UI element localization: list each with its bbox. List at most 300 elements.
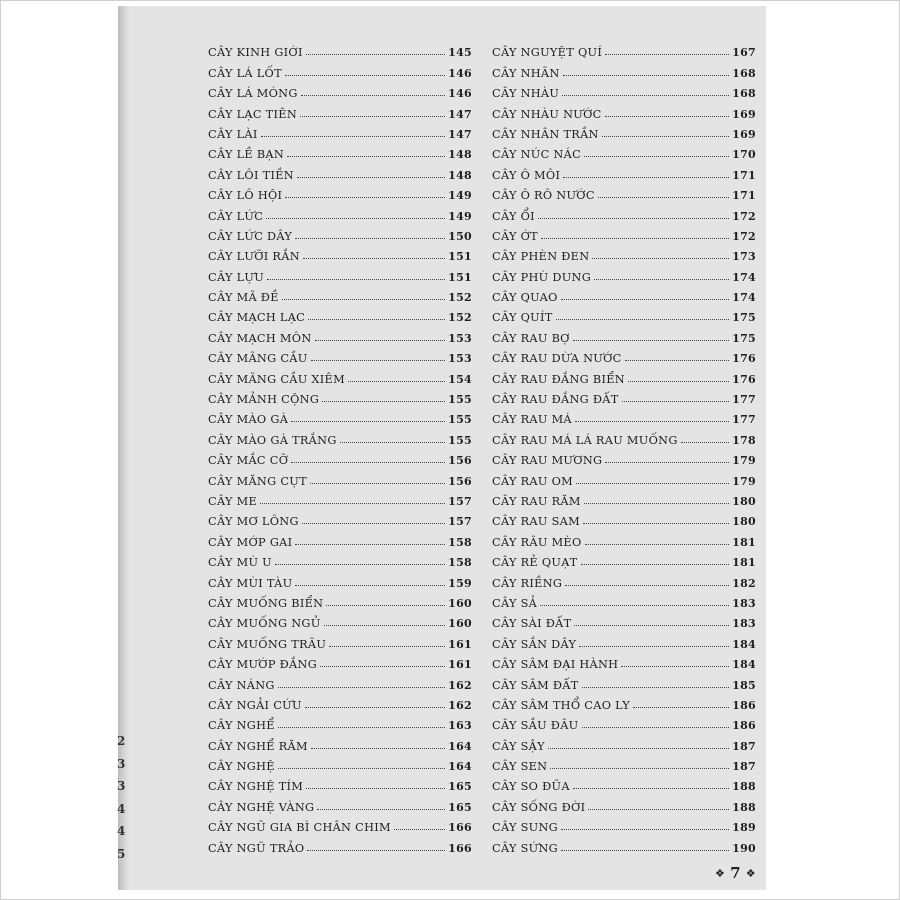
toc-dot-leader: [588, 809, 729, 810]
toc-entry-title: CÂY SẮN DÂY: [492, 637, 577, 651]
toc-entry-title: CÂY Ô RÔ NƯỚC: [492, 189, 595, 203]
toc-dot-leader: [563, 75, 730, 76]
toc-entry-title: CÂY MÙI TÀU: [208, 576, 293, 590]
toc-dot-leader: [306, 788, 445, 789]
toc-entry-title: CÂY NGẢI CỨU: [208, 698, 302, 712]
margin-number: 4: [117, 824, 126, 838]
toc-dot-leader: [317, 809, 445, 810]
toc-entry: [492, 712, 756, 732]
toc-dot-leader: [584, 503, 729, 504]
toc-entry-page: 164: [448, 760, 472, 774]
toc-entry-page: 173: [732, 250, 756, 264]
toc-entry: [208, 223, 472, 243]
toc-entry-page: 160: [448, 596, 472, 610]
toc-dot-leader: [548, 748, 729, 749]
toc-dot-leader: [541, 238, 729, 239]
toc-entry: [492, 549, 756, 569]
toc-entry-title: CÂY LÔ HỘI: [208, 189, 283, 203]
toc-entry: [208, 345, 472, 365]
toc-dot-leader: [287, 156, 445, 157]
toc-entry-title: CÂY NHÂN TRẦN: [492, 127, 599, 141]
toc-entry-page: 180: [732, 515, 756, 529]
ornament-right-icon: ❖: [745, 867, 756, 880]
toc-entry: [492, 692, 756, 712]
toc-entry: [492, 814, 756, 834]
toc-entry-page: 155: [448, 413, 472, 427]
toc-dot-leader: [315, 340, 446, 341]
toc-dot-leader: [583, 523, 729, 524]
toc-entry-page: 169: [732, 107, 756, 121]
toc-entry-page: 145: [448, 46, 472, 60]
toc-entry: [208, 263, 472, 283]
toc-entry-title: CÂY MƠ LÔNG: [208, 515, 299, 529]
page-number: [715, 864, 756, 882]
toc-entry-page: 179: [732, 454, 756, 468]
toc-entry-page: 161: [448, 658, 472, 672]
toc-entry: [208, 39, 472, 59]
toc-entry-page: 166: [448, 841, 472, 855]
toc-entry-title: CÂY RAU MƯƠNG: [492, 454, 603, 468]
toc-entry: [208, 814, 472, 834]
toc-entry-title: CÂY NGHỆ: [208, 760, 275, 774]
toc-entry-page: 161: [448, 637, 472, 651]
toc-entry-page: 175: [732, 331, 756, 345]
toc-entry-title: CÂY QUÍT: [492, 311, 553, 325]
toc-entry-title: CÂY RẺ QUẠT: [492, 556, 578, 570]
toc-dot-leader: [576, 483, 729, 484]
toc-entry-page: 164: [448, 739, 472, 753]
toc-entry-page: 149: [448, 209, 472, 223]
toc-entry-page: 171: [732, 168, 756, 182]
toc-entry-title: CÂY RAU DỪA NƯỚC: [492, 352, 622, 366]
toc-entry: [208, 141, 472, 161]
toc-entry-page: 176: [732, 372, 756, 386]
toc-entry-page: 162: [448, 678, 472, 692]
toc-entry: [208, 406, 472, 426]
toc-entry: [492, 121, 756, 141]
toc-entry-title: CÂY LÀI: [208, 127, 258, 141]
toc-dot-leader: [582, 687, 730, 688]
toc-entry-page: 160: [448, 617, 472, 631]
toc-entry-page: 178: [732, 433, 756, 447]
toc-entry-title: CÂY MẠCH MÔN: [208, 331, 312, 345]
toc-dot-leader: [575, 421, 729, 422]
toc-entry-title: CÂY MÃ ĐỀ: [208, 291, 279, 305]
toc-dot-leader: [538, 218, 729, 219]
toc-entry-page: 186: [732, 698, 756, 712]
toc-entry: [208, 365, 472, 385]
toc-dot-leader: [681, 442, 729, 443]
toc-entry-title: CÂY PHÈN ĐEN: [492, 250, 590, 264]
toc-dot-leader: [311, 748, 445, 749]
toc-entry-title: CÂY RAU BỢ: [492, 331, 570, 345]
toc-entry-page: 189: [732, 821, 756, 835]
toc-entry-title: CÂY SÂM THỔ CAO LY: [492, 698, 630, 712]
toc-entry: [492, 223, 756, 243]
toc-entry-page: 176: [732, 352, 756, 366]
toc-dot-leader: [260, 503, 445, 504]
toc-entry-page: 183: [732, 596, 756, 610]
toc-entry-page: 172: [732, 229, 756, 243]
toc-dot-leader: [625, 360, 730, 361]
toc-entry-page: 151: [448, 270, 472, 284]
toc-entry: [208, 304, 472, 324]
toc-dot-leader: [326, 605, 445, 606]
toc-entry: [208, 569, 472, 589]
toc-entry-title: CÂY SÂM ĐẠI HÀNH: [492, 658, 619, 672]
toc-entry: [492, 447, 756, 467]
toc-entry-page: 148: [448, 148, 472, 162]
toc-entry: [492, 834, 756, 854]
toc-dot-leader: [574, 625, 729, 626]
toc-dot-leader: [561, 850, 729, 851]
toc-dot-leader: [305, 707, 445, 708]
toc-entry-title: CÂY RAU ĐẮNG ĐẤT: [492, 393, 619, 407]
toc-entry: [208, 80, 472, 100]
toc-entry-page: 171: [732, 189, 756, 203]
toc-entry-title: CÂY ME: [208, 494, 258, 508]
toc-dot-leader: [594, 279, 729, 280]
toc-entry: [492, 284, 756, 304]
toc-entry-page: 168: [732, 66, 756, 80]
toc-entry: [492, 59, 756, 79]
toc-entry-page: 174: [732, 270, 756, 284]
toc-entry-page: 179: [732, 474, 756, 488]
toc-column-right: [492, 39, 756, 855]
toc-entry-title: CÂY LỨC: [208, 209, 264, 223]
toc-entry-title: CÂY RAU MÁ LÁ RAU MUỐNG: [492, 433, 678, 447]
book-page: [118, 6, 766, 890]
toc-entry: [208, 447, 472, 467]
toc-dot-leader: [573, 788, 729, 789]
toc-entry: [208, 59, 472, 79]
toc-entry-title: CÂY NGHỂ RĂM: [208, 739, 308, 753]
toc-dot-leader: [581, 564, 730, 565]
toc-entry: [208, 773, 472, 793]
toc-entry-page: 165: [448, 800, 472, 814]
toc-entry-title: CÂY NGHỂ: [208, 719, 275, 733]
toc-entry-title: CÂY MĂNG CỤT: [208, 474, 307, 488]
toc-entry-title: CÂY RAU SAM: [492, 515, 580, 529]
toc-dot-leader: [322, 401, 445, 402]
toc-entry-title: CÂY NGŨ TRẢO: [208, 841, 305, 855]
toc-dot-leader: [598, 197, 729, 198]
toc-entry: [208, 528, 472, 548]
toc-dot-leader: [291, 421, 445, 422]
toc-entry-title: CÂY SẢ: [492, 596, 538, 610]
toc-entry-page: 186: [732, 719, 756, 733]
toc-dot-leader: [278, 768, 445, 769]
toc-entry: [492, 793, 756, 813]
toc-dot-leader: [329, 646, 445, 647]
toc-entry: [208, 590, 472, 610]
toc-entry-title: CÂY RAU MÁ: [492, 413, 572, 427]
toc-entry: [492, 263, 756, 283]
toc-entry-page: 187: [732, 760, 756, 774]
toc-dot-leader: [285, 75, 445, 76]
margin-number: 4: [117, 801, 126, 816]
toc-entry-title: CÂY LẠC TIÊN: [208, 107, 298, 121]
toc-entry-title: CÂY SUNG: [492, 821, 558, 835]
toc-entry: [208, 671, 472, 691]
toc-entry: [492, 182, 756, 202]
toc-entry-page: 188: [732, 800, 756, 814]
toc-entry-title: CÂY MUỐNG NGỦ: [208, 617, 321, 631]
toc-entry-title: CÂY SÀI ĐẤT: [492, 617, 572, 631]
toc-entry-title: CÂY NGUYỆT QUÍ: [492, 46, 603, 60]
toc-entry-page: 158: [448, 535, 472, 549]
toc-dot-leader: [394, 829, 445, 830]
toc-entry: [492, 406, 756, 426]
toc-dot-leader: [621, 666, 729, 667]
toc-entry-page: 174: [732, 291, 756, 305]
toc-entry-page: 177: [732, 393, 756, 407]
toc-entry-title: CÂY MÃNG CẦU XIÊM: [208, 372, 345, 386]
toc-entry-title: CÂY QUAO: [492, 291, 558, 305]
toc-dot-leader: [584, 156, 729, 157]
toc-entry-title: CÂY SẦU ĐÂU: [492, 719, 579, 733]
toc-dot-leader: [561, 829, 729, 830]
toc-entry-page: 155: [448, 433, 472, 447]
toc-entry-page: 153: [448, 331, 472, 345]
toc-dot-leader: [278, 727, 445, 728]
toc-dot-leader: [562, 95, 729, 96]
toc-entry: [492, 773, 756, 793]
toc-dot-leader: [266, 218, 445, 219]
toc-dot-leader: [563, 177, 729, 178]
toc-entry: [492, 426, 756, 446]
toc-dot-leader: [633, 707, 729, 708]
toc-dot-leader: [303, 258, 445, 259]
toc-entry: [492, 243, 756, 263]
toc-entry: [208, 386, 472, 406]
toc-entry-page: 153: [448, 352, 472, 366]
toc-dot-leader: [573, 340, 729, 341]
toc-entry: [208, 732, 472, 752]
toc-entry-page: 156: [448, 474, 472, 488]
toc-entry-title: CÂY LƯỠI RẮN: [208, 250, 300, 264]
toc-entry-title: CÂY SEN: [492, 760, 548, 774]
toc-entry-page: 168: [732, 87, 756, 101]
toc-entry-title: CÂY RAU ĐẮNG BIỂN: [492, 372, 625, 386]
toc-entry: [492, 569, 756, 589]
toc-entry-title: CÂY SẬY: [492, 739, 545, 753]
toc-entry: [208, 834, 472, 854]
facing-page-margin-numbers: [117, 734, 125, 869]
toc-entry-page: 152: [448, 311, 472, 325]
toc-entry: [492, 161, 756, 181]
toc-entry-page: 162: [448, 698, 472, 712]
toc-entry-page: 156: [448, 454, 472, 468]
toc-dot-leader: [285, 197, 445, 198]
toc-entry: [208, 753, 472, 773]
toc-entry-page: 190: [732, 841, 756, 855]
toc-entry-page: 175: [732, 311, 756, 325]
toc-entry: [208, 651, 472, 671]
toc-entry: [208, 508, 472, 528]
toc-entry-title: CÂY MUỐNG BIỂN: [208, 596, 324, 610]
toc-entry-title: CÂY LÁ LỐT: [208, 66, 282, 80]
toc-entry: [208, 324, 472, 344]
toc-entry-title: CÂY MÃNG CẦU: [208, 352, 308, 366]
toc-entry: [208, 488, 472, 508]
toc-entry: [492, 324, 756, 344]
toc-entry-title: CÂY NGHỆ TÍM: [208, 780, 304, 794]
toc-dot-leader: [307, 850, 445, 851]
toc-entry-page: 157: [448, 494, 472, 508]
toc-entry: [492, 590, 756, 610]
toc-entry: [492, 100, 756, 120]
toc-dot-leader: [561, 299, 729, 300]
toc-entry-title: CÂY NHÀU NƯỚC: [492, 107, 602, 121]
toc-dot-leader: [308, 319, 445, 320]
toc-dot-leader: [565, 585, 729, 586]
toc-entry-title: CÂY MƯỚP ĐẮNG: [208, 658, 318, 672]
toc-dot-leader: [348, 381, 445, 382]
toc-dot-leader: [585, 544, 730, 545]
toc-entry: [492, 304, 756, 324]
toc-dot-leader: [302, 523, 445, 524]
toc-entry-title: CÂY MUỐNG TRÂU: [208, 637, 327, 651]
toc-dot-leader: [324, 625, 446, 626]
toc-column-left: [208, 39, 472, 855]
toc-dot-leader: [291, 462, 445, 463]
toc-dot-leader: [295, 238, 445, 239]
toc-dot-leader: [628, 381, 729, 382]
toc-entry: [208, 712, 472, 732]
toc-entry: [492, 528, 756, 548]
toc-entry-title: CÂY RAU OM: [492, 474, 573, 488]
toc-entry-page: 146: [448, 87, 472, 101]
toc-entry-page: 167: [732, 46, 756, 60]
toc-entry: [492, 753, 756, 773]
toc-entry-title: CÂY MÀO GÀ TRẮNG: [208, 433, 337, 447]
toc-entry-page: 149: [448, 189, 472, 203]
toc-dot-leader: [605, 54, 729, 55]
toc-dot-leader: [275, 564, 445, 565]
margin-number: 5: [117, 846, 126, 861]
toc-entry-page: 172: [732, 209, 756, 223]
toc-dot-leader: [295, 544, 445, 545]
toc-entry-page: 150: [448, 229, 472, 243]
toc-entry: [208, 243, 472, 263]
toc-entry-page: 148: [448, 168, 472, 182]
toc-dot-leader: [592, 258, 729, 259]
toc-entry-page: 151: [448, 250, 472, 264]
toc-entry-title: CÂY MẮC CỠ: [208, 454, 289, 468]
toc-dot-leader: [297, 177, 445, 178]
margin-number: 3: [117, 756, 126, 771]
toc-dot-leader: [540, 605, 729, 606]
toc-entry-title: CÂY LÔI TIỀN: [208, 168, 294, 182]
toc-entry-page: 146: [448, 66, 472, 80]
toc-entry-title: CÂY ỔI: [492, 209, 535, 223]
toc-dot-leader: [605, 462, 729, 463]
toc-entry-title: CÂY LỰU: [208, 270, 265, 284]
toc-dot-leader: [582, 727, 730, 728]
toc-entry: [492, 488, 756, 508]
toc-entry: [492, 202, 756, 222]
toc-entry: [208, 630, 472, 650]
toc-entry: [492, 508, 756, 528]
toc-entry-title: CÂY RIỀNG: [492, 576, 563, 590]
toc-dot-leader: [556, 319, 730, 320]
toc-entry-page: 147: [448, 107, 472, 121]
toc-entry-title: CÂY NGŨ GIA BÌ CHÂN CHIM: [208, 821, 391, 835]
ornament-left-icon: ❖: [715, 867, 725, 880]
toc-entry-page: 180: [732, 494, 756, 508]
toc-entry: [492, 467, 756, 487]
toc-entry: [208, 284, 472, 304]
toc-entry-title: CÂY Ô MÔI: [492, 168, 561, 182]
toc-dot-leader: [311, 360, 446, 361]
margin-number: 2: [117, 734, 126, 748]
toc-entry-page: 166: [448, 821, 472, 835]
toc-entry-page: 185: [732, 678, 756, 692]
toc-entry-title: CÂY SỐNG ĐỜI: [492, 800, 586, 814]
toc-dot-leader: [278, 687, 445, 688]
toc-entry-title: CÂY MẢNH CỘNG: [208, 393, 320, 407]
toc-entry: [492, 651, 756, 671]
toc-dot-leader: [261, 136, 446, 137]
toc-dot-leader: [320, 666, 445, 667]
margin-number: 3: [117, 779, 126, 793]
toc-entry-title: CÂY NHÀU: [492, 87, 560, 101]
toc-entry-title: CÂY ỚT: [492, 229, 538, 243]
toc-entry-title: CÂY RÂU MÈO: [492, 535, 582, 549]
toc-entry: [208, 100, 472, 120]
toc-entry-title: CÂY MỚP GAI: [208, 535, 293, 549]
toc-dot-leader: [622, 401, 730, 402]
toc-dot-leader: [602, 136, 729, 137]
toc-entry-title: CÂY NHÃN: [492, 66, 560, 80]
toc-entry-page: 183: [732, 617, 756, 631]
toc-entry-title: CÂY NGHỆ VÀNG: [208, 800, 315, 814]
toc-entry-page: 152: [448, 291, 472, 305]
toc-entry-page: 182: [732, 576, 756, 590]
toc-entry-page: 184: [732, 658, 756, 672]
toc-entry-page: 169: [732, 127, 756, 141]
toc-entry-page: 165: [448, 780, 472, 794]
toc-dot-leader: [306, 54, 445, 55]
toc-entry-title: CÂY SỨNG: [492, 841, 558, 855]
toc-entry: [208, 467, 472, 487]
toc-entry-title: CÂY LỨC DÂY: [208, 229, 293, 243]
toc-dot-leader: [301, 95, 445, 96]
toc-entry: [208, 161, 472, 181]
toc-entry-page: 188: [732, 780, 756, 794]
toc-entry: [208, 549, 472, 569]
toc-entry: [492, 732, 756, 752]
toc-entry-page: 158: [448, 556, 472, 570]
toc-entry: [492, 141, 756, 161]
toc-entry-page: 159: [448, 576, 472, 590]
toc-entry-page: 187: [732, 739, 756, 753]
toc-dot-leader: [300, 116, 445, 117]
toc-dot-leader: [605, 116, 730, 117]
toc-entry-title: CÂY LỀ BẠN: [208, 148, 285, 162]
toc-entry: [492, 365, 756, 385]
toc-entry-page: 181: [732, 535, 756, 549]
toc-entry-title: CÂY LÁ MÓNG: [208, 87, 298, 101]
toc-entry-title: CÂY KINH GIỚI: [208, 46, 303, 60]
toc-entry-page: 147: [448, 127, 472, 141]
toc-dot-leader: [295, 585, 445, 586]
toc-entry: [492, 386, 756, 406]
toc-entry-page: 184: [732, 637, 756, 651]
toc-entry-title: CÂY RAU RĂM: [492, 494, 581, 508]
toc-entry-page: 177: [732, 413, 756, 427]
